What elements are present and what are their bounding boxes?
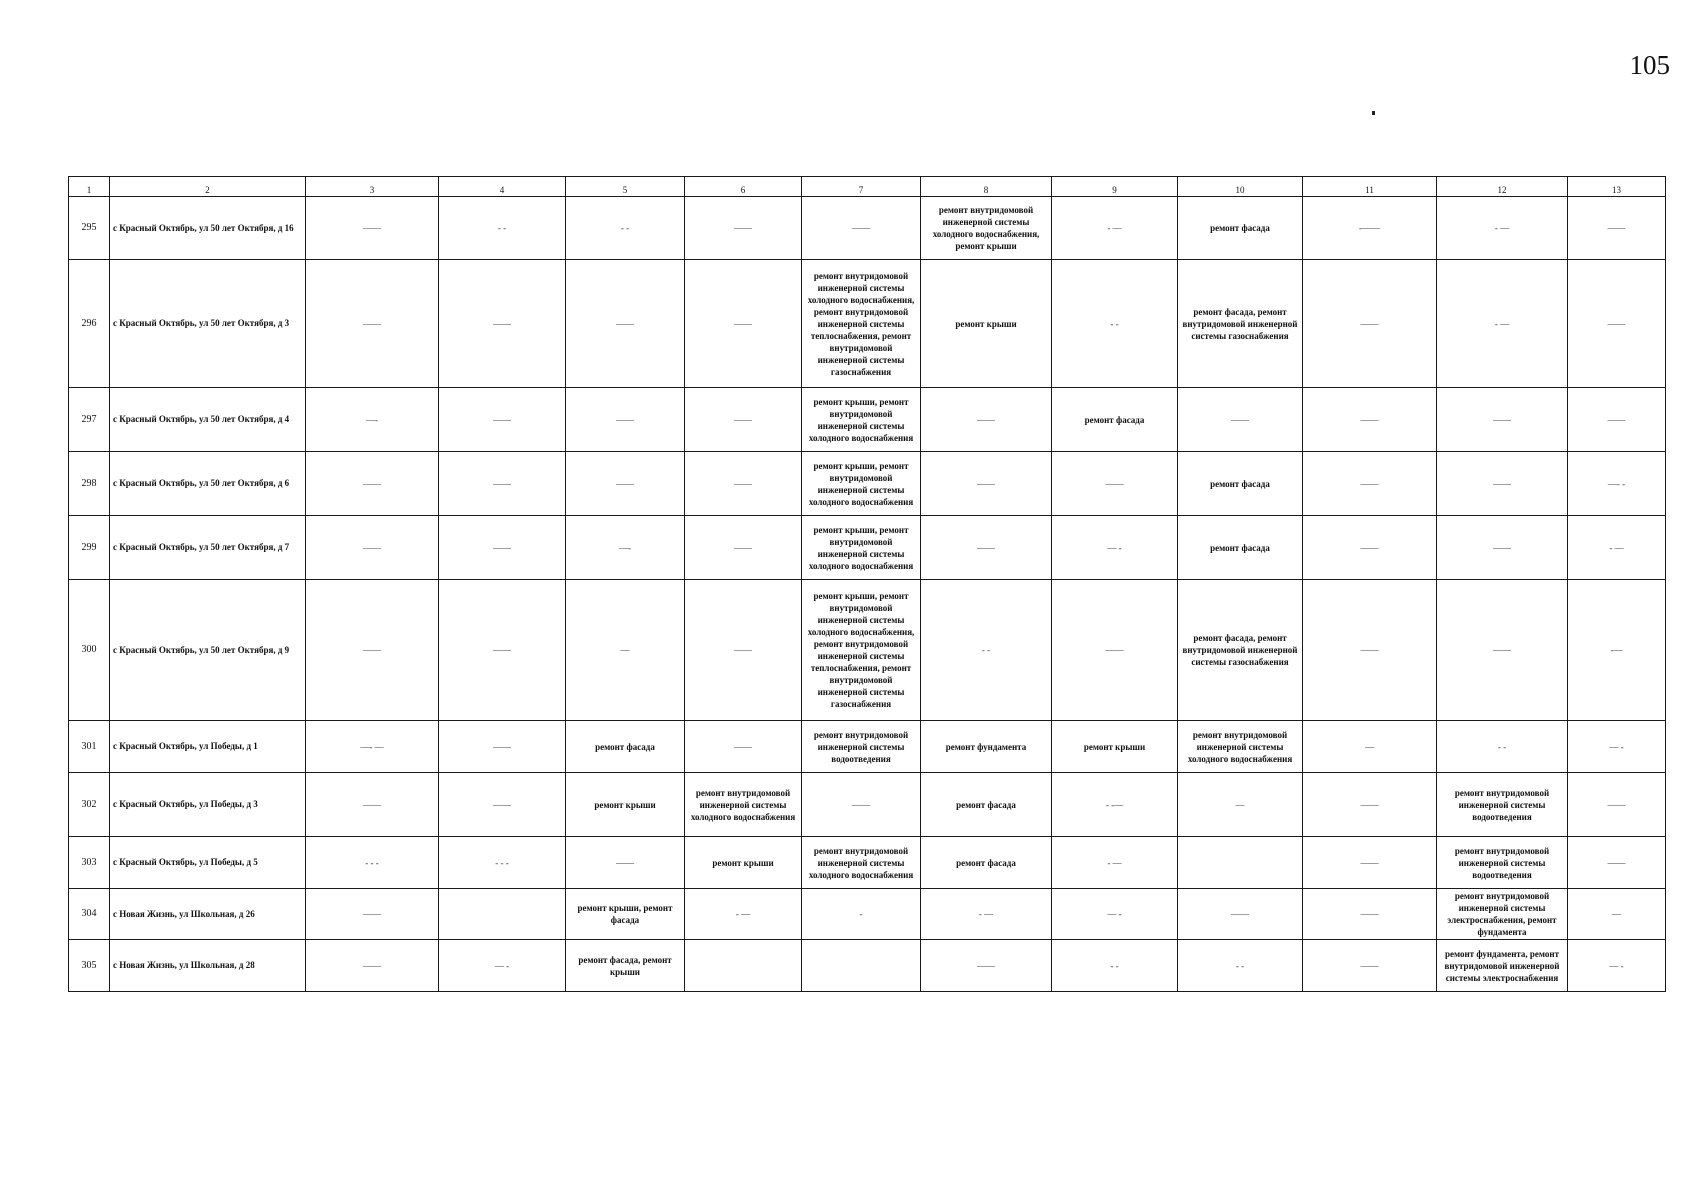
work-cell: - - bbox=[921, 580, 1052, 721]
work-cell: — - bbox=[1568, 940, 1666, 992]
page-number: 105 bbox=[1629, 50, 1670, 80]
table-row bbox=[69, 580, 1666, 721]
work-cell: —— bbox=[1052, 580, 1178, 721]
work-cell: —— bbox=[306, 773, 439, 837]
column-header: 7 bbox=[802, 177, 921, 197]
column-header: 9 bbox=[1052, 177, 1178, 197]
work-cell: —— bbox=[439, 452, 566, 516]
row-number-cell: 305 bbox=[69, 940, 110, 992]
work-cell: — bbox=[1568, 889, 1666, 940]
address-cell: с Красный Октябрь, ул 50 лет Октября, д 16 bbox=[110, 197, 306, 260]
work-cell: -— bbox=[1568, 580, 1666, 721]
row-number-cell: 298 bbox=[69, 452, 110, 516]
column-header: 2 bbox=[110, 177, 306, 197]
work-cell: —— bbox=[1437, 516, 1568, 580]
work-cell: —— bbox=[1437, 388, 1568, 452]
work-cell: —— bbox=[439, 773, 566, 837]
table-row bbox=[69, 773, 1666, 837]
work-cell: - — bbox=[685, 889, 802, 940]
work-cell: —— bbox=[1303, 452, 1437, 516]
column-header: 11 bbox=[1303, 177, 1437, 197]
column-header: 3 bbox=[306, 177, 439, 197]
work-cell: —— bbox=[439, 388, 566, 452]
work-cell: ремонт фасада bbox=[566, 721, 685, 773]
work-cell: —— bbox=[1178, 889, 1303, 940]
work-cell: — - bbox=[439, 940, 566, 992]
row-number-cell: 302 bbox=[69, 773, 110, 837]
work-cell: - - - bbox=[306, 837, 439, 889]
table-row bbox=[69, 889, 1666, 940]
work-cell: —— bbox=[306, 889, 439, 940]
work-cell: - — bbox=[1052, 837, 1178, 889]
work-cell: ремонт фасада bbox=[1052, 388, 1178, 452]
work-cell: -—— bbox=[1303, 197, 1437, 260]
address-cell: с Красный Октябрь, ул 50 лет Октября, д 3 bbox=[110, 260, 306, 388]
work-cell: ремонт внутридомовой инженерной системы водоотведения bbox=[1437, 837, 1568, 889]
work-cell: —— bbox=[1303, 889, 1437, 940]
work-cell: —— bbox=[685, 388, 802, 452]
work-cell: —- — bbox=[306, 721, 439, 773]
work-cell: —— bbox=[1178, 388, 1303, 452]
work-cell: —— bbox=[1568, 773, 1666, 837]
column-header: 5 bbox=[566, 177, 685, 197]
work-cell: ремонт фасада bbox=[921, 773, 1052, 837]
row-number-cell: 303 bbox=[69, 837, 110, 889]
column-header: 12 bbox=[1437, 177, 1568, 197]
work-cell: — bbox=[1303, 721, 1437, 773]
row-number-cell: 299 bbox=[69, 516, 110, 580]
column-header: 6 bbox=[685, 177, 802, 197]
table-row bbox=[69, 837, 1666, 889]
work-cell: —— bbox=[566, 260, 685, 388]
work-cell: —— bbox=[566, 837, 685, 889]
work-cell: - — bbox=[1437, 197, 1568, 260]
work-cell: ремонт фасада bbox=[1178, 516, 1303, 580]
work-cell: —— bbox=[1568, 837, 1666, 889]
row-number-cell: 296 bbox=[69, 260, 110, 388]
work-cell: —— bbox=[921, 940, 1052, 992]
work-cell: ремонт фасада, ремонт внутридомовой инженерной системы газоснабжения bbox=[1178, 260, 1303, 388]
work-cell: ремонт внутридомовой инженерной системы водоотведения bbox=[802, 721, 921, 773]
work-cell: ремонт внутридомовой инженерной системы холодного водоснабжения bbox=[685, 773, 802, 837]
work-cell: —— bbox=[685, 580, 802, 721]
work-cell: —— bbox=[921, 516, 1052, 580]
address-cell: с Красный Октябрь, ул 50 лет Октября, д 4 bbox=[110, 388, 306, 452]
work-cell: - — bbox=[921, 889, 1052, 940]
work-cell: - - - bbox=[439, 837, 566, 889]
work-cell: - - bbox=[566, 197, 685, 260]
work-cell: —— bbox=[1303, 580, 1437, 721]
row-number-cell: 297 bbox=[69, 388, 110, 452]
address-cell: с Новая Жизнь, ул Школьная, д 28 bbox=[110, 940, 306, 992]
work-cell: —— bbox=[802, 773, 921, 837]
column-number-row bbox=[69, 177, 1666, 197]
work-cell: —— bbox=[439, 580, 566, 721]
work-cell: —— bbox=[802, 197, 921, 260]
work-cell: ремонт крыши, ремонт внутридомовой инженерной системы холодного водоснабжения, ремонт внутридомовой инженерной системы теплоснабжения, ремонт внутридомовой инженерной системы газоснабжения bbox=[802, 580, 921, 721]
row-number-cell: 304 bbox=[69, 889, 110, 940]
work-cell: —— bbox=[566, 452, 685, 516]
work-cell: ремонт внутридомовой инженерной системы водоотведения bbox=[1437, 773, 1568, 837]
repair-schedule-table bbox=[68, 176, 1666, 992]
work-cell bbox=[802, 940, 921, 992]
work-cell: — - bbox=[1052, 516, 1178, 580]
work-cell: - - bbox=[1052, 260, 1178, 388]
work-cell: - — bbox=[1437, 260, 1568, 388]
work-cell: - — bbox=[1052, 197, 1178, 260]
table-row bbox=[69, 516, 1666, 580]
work-cell: —- - bbox=[1568, 452, 1666, 516]
work-cell: —- bbox=[306, 388, 439, 452]
table-row bbox=[69, 197, 1666, 260]
column-header: 13 bbox=[1568, 177, 1666, 197]
work-cell: —— bbox=[1303, 837, 1437, 889]
work-cell: —— bbox=[306, 580, 439, 721]
table-row bbox=[69, 388, 1666, 452]
work-cell: ремонт крыши, ремонт внутридомовой инженерной системы холодного водоснабжения bbox=[802, 516, 921, 580]
work-cell: ремонт внутридомовой инженерной системы холодного водоснабжения bbox=[1178, 721, 1303, 773]
work-cell: —— bbox=[1303, 773, 1437, 837]
address-cell: с Красный Октябрь, ул Победы, д 3 bbox=[110, 773, 306, 837]
work-cell bbox=[1178, 837, 1303, 889]
table-row bbox=[69, 721, 1666, 773]
work-cell: —— bbox=[1568, 260, 1666, 388]
work-cell: - - bbox=[1052, 940, 1178, 992]
work-cell: —— bbox=[685, 197, 802, 260]
work-cell: —— bbox=[1568, 197, 1666, 260]
address-cell: с Красный Октябрь, ул 50 лет Октября, д 9 bbox=[110, 580, 306, 721]
column-header: 10 bbox=[1178, 177, 1303, 197]
work-cell: - bbox=[802, 889, 921, 940]
work-cell: ремонт фундамента, ремонт внутридомовой инженерной системы электроснабжения bbox=[1437, 940, 1568, 992]
work-cell: ремонт внутридомовой инженерной системы холодного водоснабжения, ремонт крыши bbox=[921, 197, 1052, 260]
work-cell: —— bbox=[685, 516, 802, 580]
row-number-cell: 300 bbox=[69, 580, 110, 721]
work-cell: — - bbox=[1568, 721, 1666, 773]
column-header: 4 bbox=[439, 177, 566, 197]
work-cell bbox=[685, 940, 802, 992]
work-cell: ремонт внутридомовой инженерной системы холодного водоснабжения, ремонт внутридомовой инженерной системы теплоснабжения, ремонт внутридомовой инженерной системы газоснабжения bbox=[802, 260, 921, 388]
scan-mark bbox=[1372, 111, 1375, 115]
work-cell: ремонт крыши, ремонт внутридомовой инженерной системы холодного водоснабжения bbox=[802, 452, 921, 516]
work-cell: ремонт фасада, ремонт внутридомовой инженерной системы газоснабжения bbox=[1178, 580, 1303, 721]
work-cell: ремонт крыши, ремонт фасада bbox=[566, 889, 685, 940]
work-cell: ремонт фасада, ремонт крыши bbox=[566, 940, 685, 992]
work-cell: —- bbox=[566, 516, 685, 580]
work-cell: ремонт крыши bbox=[685, 837, 802, 889]
work-cell: —— bbox=[1437, 580, 1568, 721]
work-cell: ремонт крыши, ремонт внутридомовой инженерной системы холодного водоснабжения bbox=[802, 388, 921, 452]
work-cell: —— bbox=[921, 452, 1052, 516]
table-row bbox=[69, 260, 1666, 388]
table-row bbox=[69, 452, 1666, 516]
work-cell: ремонт внутридомовой инженерной системы электроснабжения, ремонт фундамента bbox=[1437, 889, 1568, 940]
work-cell: —— bbox=[685, 260, 802, 388]
work-cell: — - bbox=[1052, 889, 1178, 940]
work-cell: —— bbox=[1052, 452, 1178, 516]
work-cell: ремонт внутридомовой инженерной системы холодного водоснабжения bbox=[802, 837, 921, 889]
work-cell: - — bbox=[1568, 516, 1666, 580]
work-cell: —— bbox=[306, 940, 439, 992]
address-cell: с Новая Жизнь, ул Школьная, д 26 bbox=[110, 889, 306, 940]
work-cell: - - bbox=[439, 197, 566, 260]
address-cell: с Красный Октябрь, ул 50 лет Октября, д 7 bbox=[110, 516, 306, 580]
work-cell: —— bbox=[685, 452, 802, 516]
work-cell: - -— bbox=[1052, 773, 1178, 837]
work-cell: —— bbox=[306, 452, 439, 516]
row-number-cell: 295 bbox=[69, 197, 110, 260]
work-cell: —— bbox=[439, 721, 566, 773]
work-cell: —— bbox=[306, 516, 439, 580]
work-cell: —— bbox=[439, 260, 566, 388]
work-cell: —— bbox=[439, 516, 566, 580]
address-cell: с Красный Октябрь, ул 50 лет Октября, д 6 bbox=[110, 452, 306, 516]
address-cell: с Красный Октябрь, ул Победы, д 5 bbox=[110, 837, 306, 889]
work-cell bbox=[439, 889, 566, 940]
row-number-cell: 301 bbox=[69, 721, 110, 773]
work-cell: —— bbox=[1568, 388, 1666, 452]
work-cell: ремонт крыши bbox=[921, 260, 1052, 388]
address-cell: с Красный Октябрь, ул Победы, д 1 bbox=[110, 721, 306, 773]
work-cell: - - bbox=[1178, 940, 1303, 992]
work-cell: —— bbox=[1303, 388, 1437, 452]
work-cell: —— bbox=[1303, 940, 1437, 992]
work-cell: ремонт фасада bbox=[1178, 452, 1303, 516]
work-cell: —— bbox=[306, 260, 439, 388]
work-cell: —— bbox=[1303, 516, 1437, 580]
work-cell: - - bbox=[1437, 721, 1568, 773]
work-cell: —— bbox=[921, 388, 1052, 452]
work-cell: —— bbox=[566, 388, 685, 452]
work-cell: —— bbox=[1437, 452, 1568, 516]
work-cell: — bbox=[566, 580, 685, 721]
work-cell: —— bbox=[306, 197, 439, 260]
work-cell: ремонт крыши bbox=[566, 773, 685, 837]
work-cell: —— bbox=[685, 721, 802, 773]
work-cell: ремонт фундамента bbox=[921, 721, 1052, 773]
table-row bbox=[69, 940, 1666, 992]
work-cell: ремонт фасада bbox=[921, 837, 1052, 889]
work-cell: ремонт крыши bbox=[1052, 721, 1178, 773]
work-cell: — bbox=[1178, 773, 1303, 837]
column-header: 1 bbox=[69, 177, 110, 197]
work-cell: —— bbox=[1303, 260, 1437, 388]
column-header: 8 bbox=[921, 177, 1052, 197]
work-cell: ремонт фасада bbox=[1178, 197, 1303, 260]
